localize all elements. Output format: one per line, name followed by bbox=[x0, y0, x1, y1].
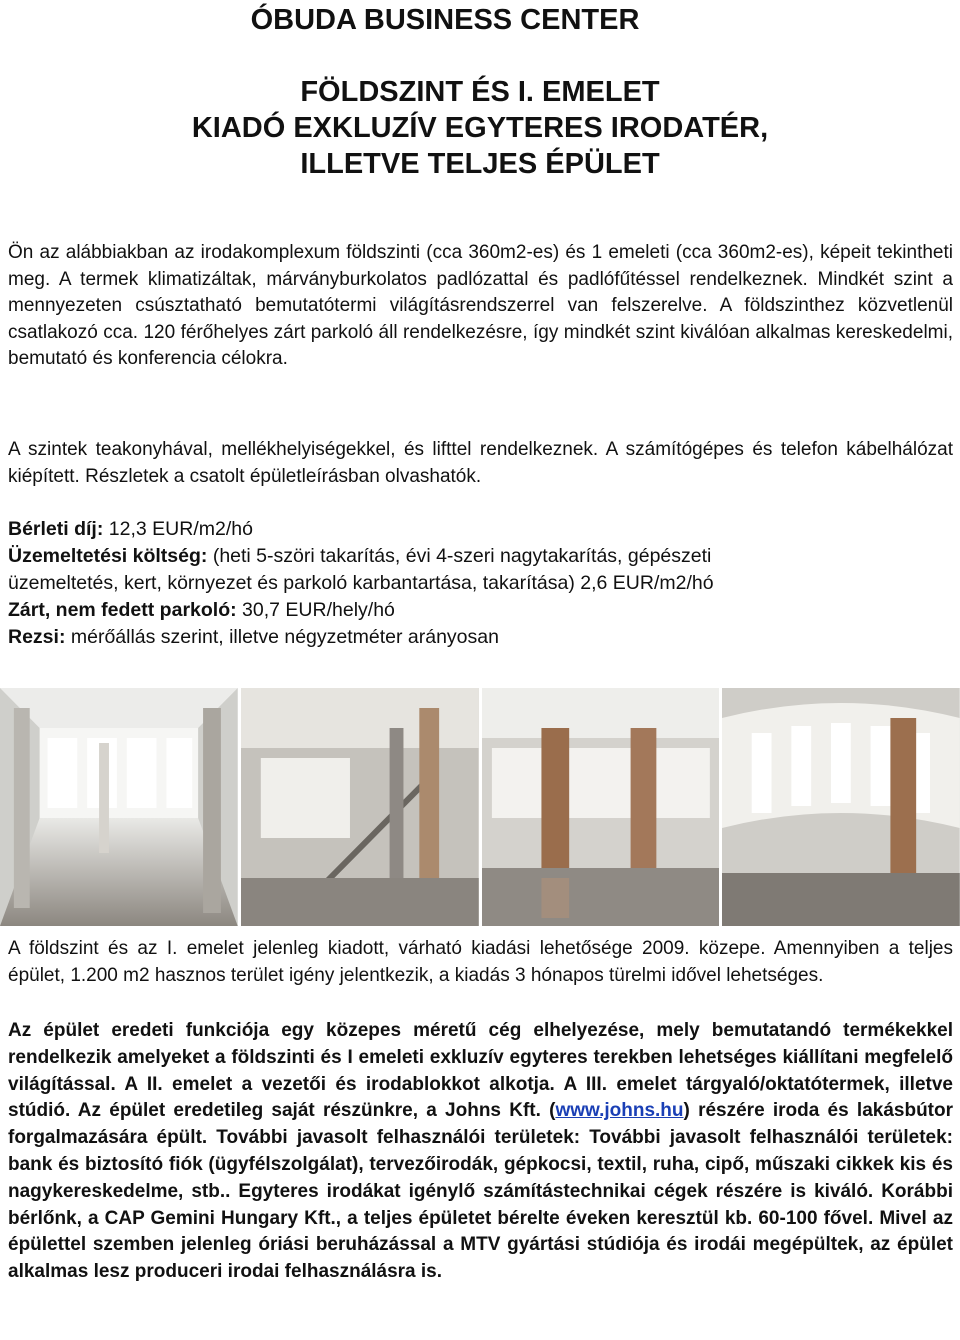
utilities-value: mérőállás szerint, illetve négyzetméter arányosan bbox=[65, 626, 499, 648]
document-title: ÓBUDA BUSINESS CENTER bbox=[250, 4, 640, 36]
interior-photo-curved-hall bbox=[722, 688, 960, 926]
interior-photo-staircase bbox=[241, 688, 479, 926]
operating-cost-value: (heti 5-szöri takarítás, évi 4-szeri nagytakarítás, gépészeti bbox=[207, 545, 712, 567]
utilities-label: Rezsi: bbox=[8, 626, 66, 648]
intro-paragraph: Ön az alábbiakban az irodakomplexum földszinti (cca 360m2-es) és 1 emeleti (cca 360m2-es), képeit tekintheti meg. A termek klimatizáltak, márványburkolatos padlózattal és padlófűtéssel rendelkeznek. Mindkét szint a mennyezeten csúsztatható bemutatótermi világításrendszerrel van felszerelve. A földszinthez közvetlenül csatlakozó cca. 120 férőhelyes zárt parkoló áll rendelkezésre, így mindkét szint kiválóan alkalmas kereskedelmi, bemutató és konferencia célokra. bbox=[8, 242, 953, 369]
subtitle-line-3: ILLETVE TELJES ÉPÜLET bbox=[300, 148, 660, 180]
operating-cost-value-2: üzemeltetés, kert, környezet és parkoló karbantartása, takarítása) 2,6 EUR/m2/hó bbox=[8, 572, 714, 594]
parking-label: Zárt, nem fedett parkoló: bbox=[8, 599, 237, 621]
fees-section bbox=[8, 516, 953, 651]
history-text-before-link: Az épület eredeti funkciója egy közepes méretű cég elhelyezése, mely bemutatandó termékekkel rendelkezik amelyeket a földszinti és I emeleti exkluzív egyteres terekben lehetséges kiállítani megfelelő világítással. A II. emelet a vezetői és irodablokkot alkotja. A III. emelet tárgyaló/oktatótermek, illetve stúdió. Az épület eredetileg saját részünkre, a Johns Kft. ( bbox=[8, 1020, 953, 1122]
interior-photo-columns bbox=[482, 688, 720, 926]
building-history-paragraph bbox=[8, 1018, 953, 1286]
subtitle-line-1: FÖLDSZINT ÉS I. EMELET bbox=[300, 76, 660, 108]
photo-strip bbox=[0, 688, 960, 926]
parking-line bbox=[8, 597, 953, 624]
history-text-after-link: ) részére iroda és lakásbútor forgalmazására épült. További javasolt felhasználói területek: További javasolt felhasználói területek: bank és biztosító fiók (ügyfélszolgálat), tervezőirodák, gépkocsi, textil, ruha, cipő, műszaki cikkek kis és nagykereskedelme, stb.. Egyteres irodákat igénylő számítástechnikai cégek részére is kiváló. Korábbi bérlőnk, a CAP Gemini Hungary Kft., a teljes épületet bérelte éveken keresztül kb. 60-100 fővel. Mivel az épülettel szemben jelenleg óriási beruházással a MTV gyártási stúdiója és irodái megépültek, az épület alkalmas lesz produceri irodai felhasználásra is. bbox=[8, 1100, 953, 1283]
operating-cost-line-2 bbox=[8, 570, 953, 597]
parking-value: 30,7 EUR/hely/hó bbox=[236, 599, 395, 621]
subtitle-line-2: KIADÓ EXKLUZÍV EGYTERES IRODATÉR, bbox=[191, 112, 769, 144]
utilities-line bbox=[8, 624, 953, 651]
rent-value: 12,3 EUR/m2/hó bbox=[103, 518, 253, 540]
johns-website-link[interactable]: www.johns.hu bbox=[555, 1100, 684, 1122]
interior-photo-ground-floor bbox=[0, 688, 238, 926]
availability-paragraph: A földszint és az I. emelet jelenleg kiadott, várható kiadási lehetősége 2009. közepe. Amennyiben a teljes épület, 1.200 m2 hasznos terület igény jelentkezik, a kiadás 3 hónapos türelmi idővel lehetséges. bbox=[8, 938, 953, 986]
rent-label: Bérleti díj: bbox=[8, 518, 104, 540]
operating-cost-line bbox=[8, 543, 953, 570]
facilities-paragraph: A szintek teakonyhával, mellékhelyiségekkel, és lifttel rendelkeznek. A számítógépes és telefon kábelhálózat kiépített. Részletek a csatolt épületleírásban olvashatók. bbox=[8, 439, 953, 487]
rent-line bbox=[8, 516, 953, 543]
operating-cost-label: Üzemeltetési költség: bbox=[8, 545, 208, 567]
